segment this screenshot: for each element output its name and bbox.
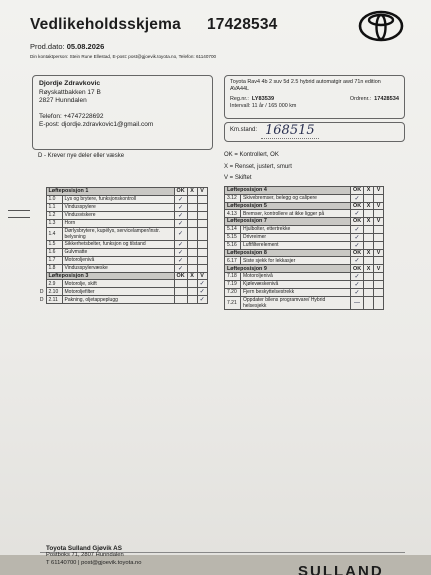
col-header-v: V <box>374 265 384 273</box>
ok-mark: ✓ <box>351 257 364 265</box>
col-header-ok: OK <box>174 272 187 280</box>
part-flag <box>36 219 46 227</box>
customer-postal: 2827 Hunndalen <box>39 97 87 105</box>
ok-mark: ✓ <box>351 272 364 280</box>
ok-mark: ✓ <box>174 211 187 219</box>
ok-mark: ✓ <box>351 280 364 288</box>
part-flag <box>36 211 46 219</box>
customer-box <box>32 75 213 150</box>
reg-label: Reg.nr.: <box>230 96 249 102</box>
col-header-v: V <box>374 187 384 195</box>
col-header-v: V <box>374 202 384 210</box>
table-row <box>225 272 384 280</box>
item-number: 1.2 <box>46 211 62 219</box>
brand-logo-text: SULLAND <box>298 563 384 575</box>
col-header-ok: OK <box>351 187 364 195</box>
ok-mark <box>174 288 187 296</box>
ok-mark: ✓ <box>351 241 364 249</box>
col-header-x: X <box>187 272 197 280</box>
item-description: Lys og brytere, funksjonskontroll <box>62 195 174 203</box>
part-flag <box>36 256 46 264</box>
item-description: Vindusviskere <box>62 211 174 219</box>
item-description: Hjulbolter, ettertrekke <box>241 225 351 233</box>
section-title: Løfteposisjon 5 <box>225 202 351 210</box>
section-header <box>225 218 384 226</box>
v-mark: ✓ <box>197 280 207 288</box>
item-description: Siste sjekk for lekkasjer <box>241 257 351 265</box>
vehicle-box <box>224 75 405 119</box>
x-mark <box>187 227 197 240</box>
item-description: Motoroljefilter <box>62 288 174 296</box>
item-number: 1.7 <box>46 256 62 264</box>
table-row <box>225 241 384 249</box>
v-mark <box>374 210 384 218</box>
col-header-ok: OK <box>174 188 187 196</box>
table-row <box>36 248 207 256</box>
order-label: Ordrenr.: <box>349 96 372 102</box>
item-number: 1.4 <box>46 227 62 240</box>
v-mark <box>374 288 384 296</box>
x-mark <box>187 264 197 272</box>
table-row <box>36 195 207 203</box>
table-row <box>225 288 384 296</box>
ok-mark: ✓ <box>351 288 364 296</box>
item-number: 3.12 <box>225 194 241 202</box>
item-description: Motoroljenivå <box>241 272 351 280</box>
table-row <box>36 203 207 211</box>
table-row <box>36 256 207 264</box>
v-mark <box>374 280 384 288</box>
v-mark <box>374 257 384 265</box>
ok-mark: ✓ <box>174 227 187 240</box>
col-header-x: X <box>364 187 374 195</box>
form-title <box>30 16 278 34</box>
part-flag <box>36 203 46 211</box>
v-mark <box>197 211 207 219</box>
dealer-contact: T 61140700 | post@gjoevik.toyota.no <box>46 559 142 566</box>
col-header-v: V <box>197 188 207 196</box>
x-mark <box>364 288 374 296</box>
item-number: 1.5 <box>46 240 62 248</box>
x-mark <box>187 280 197 288</box>
x-mark <box>364 272 374 280</box>
v-mark: ✓ <box>197 288 207 296</box>
v-mark: ✓ <box>197 296 207 304</box>
x-mark <box>364 233 374 241</box>
item-number: 6.17 <box>225 257 241 265</box>
table-row <box>36 280 207 288</box>
v-mark <box>197 195 207 203</box>
x-mark <box>364 225 374 233</box>
checklist-left <box>36 187 208 304</box>
ok-mark: ✓ <box>174 240 187 248</box>
col-header-ok: OK <box>351 265 364 273</box>
checklist-right <box>224 186 384 310</box>
v-mark <box>197 219 207 227</box>
part-flag: D <box>39 296 44 303</box>
section-title: Løfteposisjon 8 <box>225 249 351 257</box>
dealer-footer <box>46 545 141 567</box>
table-row <box>36 264 207 272</box>
km-line <box>261 138 319 139</box>
dealer-address: Postboks 71, 2807 Hunndalen <box>46 552 124 559</box>
toyota-logo-icon <box>358 10 404 42</box>
item-number: 5.14 <box>225 225 241 233</box>
item-number: 2.10 <box>46 288 62 296</box>
table-row <box>225 296 384 309</box>
margin-marks <box>8 210 30 224</box>
ok-mark: ✓ <box>351 194 364 202</box>
prefix-cell <box>36 272 46 280</box>
km-box <box>224 122 405 142</box>
item-description: Oppdater bilens programvare/ Hybrid helsesjekk <box>241 296 351 309</box>
vehicle-model: Toyota Rav4 4b 2 suv 5d 2.5 hybrid automatgir awd 71n edition AVA44L <box>230 79 381 92</box>
ok-mark: ✓ <box>351 210 364 218</box>
ok-mark: ✓ <box>174 219 187 227</box>
item-description: Motorolje, skift <box>62 280 174 288</box>
item-description: Drivreimer <box>241 233 351 241</box>
legend-v: V = Skiftet <box>224 175 252 181</box>
table-row <box>225 280 384 288</box>
prod-date-value: 05.08.2026 <box>66 42 105 51</box>
x-mark <box>187 288 197 296</box>
x-mark <box>187 240 197 248</box>
table-row <box>225 194 384 202</box>
col-header-v: V <box>374 249 384 257</box>
part-flag <box>36 240 46 248</box>
x-mark <box>187 211 197 219</box>
dealer-name: Toyota Sulland Gjøvik AS <box>46 545 122 552</box>
checklist-left-body <box>36 188 207 304</box>
ok-mark: ✓ <box>174 195 187 203</box>
table-row <box>225 225 384 233</box>
section-title: Løfteposisjon 3 <box>46 272 174 280</box>
item-description: Vindusspylervæske <box>62 264 174 272</box>
v-mark <box>374 194 384 202</box>
prod-date-label: Prod.dato: <box>30 42 65 51</box>
x-mark <box>364 296 374 309</box>
x-mark <box>364 210 374 218</box>
v-mark <box>374 241 384 249</box>
table-row <box>36 219 207 227</box>
table-row <box>225 233 384 241</box>
section-title: Løfteposisjon 4 <box>225 187 351 195</box>
section-header <box>225 187 384 195</box>
item-description: Vindusspylere <box>62 203 174 211</box>
legend-ok: OK = Kontrollert, OK <box>224 152 279 158</box>
x-mark <box>187 248 197 256</box>
col-header-v: V <box>197 272 207 280</box>
x-mark <box>364 241 374 249</box>
part-flag <box>36 264 46 272</box>
v-mark <box>374 225 384 233</box>
col-header-x: X <box>364 202 374 210</box>
table-row <box>36 288 207 296</box>
v-mark <box>374 233 384 241</box>
item-number: 7.19 <box>225 280 241 288</box>
item-number: 5.15 <box>225 233 241 241</box>
section-header <box>36 272 207 280</box>
item-number: 5.16 <box>225 241 241 249</box>
item-number: 2.9 <box>46 280 62 288</box>
v-mark <box>197 227 207 240</box>
col-header-v: V <box>374 218 384 226</box>
km-handwritten-value: 168515 <box>265 123 315 138</box>
ok-mark: ✓ <box>174 203 187 211</box>
x-mark <box>364 194 374 202</box>
section-header <box>225 249 384 257</box>
ok-mark <box>174 296 187 304</box>
col-header-x: X <box>364 249 374 257</box>
table-row <box>36 240 207 248</box>
x-mark <box>364 257 374 265</box>
item-description: Kjølevæskenivå <box>241 280 351 288</box>
item-number: 1.6 <box>46 248 62 256</box>
item-number: 1.3 <box>46 219 62 227</box>
legend-d-note: D - Krever nye deler eller væske <box>38 153 125 159</box>
part-flag: D <box>39 288 44 295</box>
section-title: Løfteposisjon 1 <box>46 188 174 196</box>
legend-codes <box>224 150 292 185</box>
col-header-x: X <box>187 188 197 196</box>
customer-phone: Telefon: +4747228692 <box>39 112 104 120</box>
form-title-text: Vedlikeholdsskjema <box>30 16 181 33</box>
x-mark <box>187 203 197 211</box>
item-number: 1.1 <box>46 203 62 211</box>
part-flag <box>36 280 46 288</box>
v-mark <box>197 248 207 256</box>
v-mark <box>197 240 207 248</box>
item-number: 1.8 <box>46 264 62 272</box>
form-number: 17428534 <box>206 16 278 33</box>
table-row <box>225 257 384 265</box>
item-description: Dørlysbrytere, kupélys, servicelamper/instr. belysning <box>62 227 174 240</box>
table-row <box>36 227 207 240</box>
ok-mark: ✓ <box>174 256 187 264</box>
table-row <box>225 210 384 218</box>
section-header <box>36 188 207 196</box>
item-number: 2.11 <box>46 296 62 304</box>
item-number: 7.21 <box>225 296 241 309</box>
part-flag <box>36 227 46 240</box>
col-header-ok: OK <box>351 218 364 226</box>
ok-mark <box>174 280 187 288</box>
customer-street: Røyskattbakken 17 B <box>39 88 101 96</box>
item-number: 7.20 <box>225 288 241 296</box>
x-mark <box>187 195 197 203</box>
part-flag <box>36 195 46 203</box>
item-description: Motorolјenivå <box>62 256 174 264</box>
customer-name: Djordje Zdravkovic <box>39 80 101 87</box>
col-header-x: X <box>364 265 374 273</box>
item-description: Sikkerhetsbelter, funksjon og tilstand <box>62 240 174 248</box>
item-number: 4.13 <box>225 210 241 218</box>
legend-x: X = Renset, justert, smurt <box>224 163 292 170</box>
x-mark <box>364 280 374 288</box>
ok-mark: ✓ <box>174 248 187 256</box>
v-mark <box>197 203 207 211</box>
x-mark <box>187 256 197 264</box>
table-row <box>36 296 207 304</box>
part-flag <box>36 248 46 256</box>
interval-value: 11 år / 165 000 km <box>251 103 297 109</box>
item-number: 1.0 <box>46 195 62 203</box>
checklist-right-body <box>225 187 384 310</box>
section-header <box>225 202 384 210</box>
item-number: 7.18 <box>225 272 241 280</box>
section-header <box>225 265 384 273</box>
contact-person-line: Din kontaktperson: Stein Rune Ellestad, E-post: post@gjoevik.toyota.no, Telefon: 61140700 <box>30 54 217 59</box>
item-description: Fjern beskyttelsestrekk <box>241 288 351 296</box>
ok-mark: ✓ <box>351 225 364 233</box>
x-mark <box>187 219 197 227</box>
order-value: 17428534 <box>374 96 399 102</box>
item-description: Luftfilterelement <box>241 241 351 249</box>
ok-mark: ✓ <box>174 264 187 272</box>
prefix-cell <box>36 188 46 196</box>
ok-mark: ✓ <box>351 233 364 241</box>
v-mark <box>374 296 384 309</box>
customer-email: E-post: djordje.zdravkovic1@gmail.com <box>39 121 154 129</box>
production-date <box>30 42 104 51</box>
reg-value: LY83539 <box>251 96 275 102</box>
section-title: Løfteposisjon 9 <box>225 265 351 273</box>
km-label: Km.stand: <box>230 127 258 133</box>
item-description: Gulvmatte <box>62 248 174 256</box>
item-description: Horn <box>62 219 174 227</box>
v-mark <box>374 272 384 280</box>
item-description: Pakning, oljetappeplugg <box>62 296 174 304</box>
section-title: Løfteposisjon 7 <box>225 218 351 226</box>
ok-mark: — <box>351 296 364 309</box>
v-mark <box>197 256 207 264</box>
item-description: Bremser, kontrollere at ikke ligger på <box>241 210 351 218</box>
x-mark <box>187 296 197 304</box>
col-header-ok: OK <box>351 249 364 257</box>
v-mark <box>197 264 207 272</box>
col-header-x: X <box>364 218 374 226</box>
table-row <box>36 211 207 219</box>
interval-label: Intervall: <box>230 103 251 109</box>
col-header-ok: OK <box>351 202 364 210</box>
item-description: Skivebremser, belegg og calipere <box>241 194 351 202</box>
